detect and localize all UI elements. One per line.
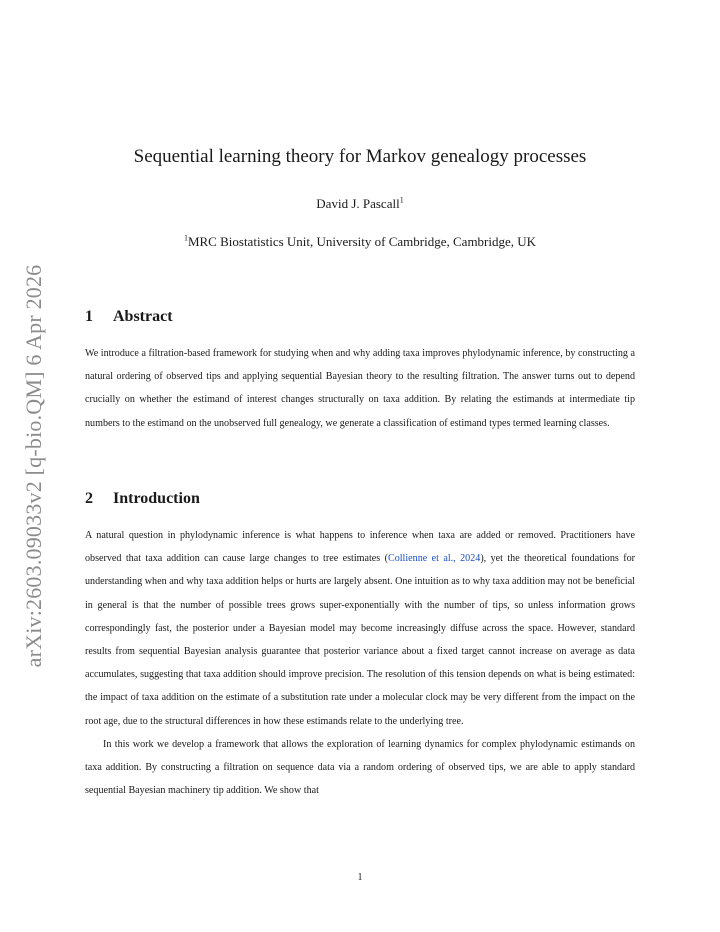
abstract-section-title: Abstract [113, 308, 173, 325]
abstract-section-number: 1 [85, 308, 93, 325]
introduction-heading [85, 490, 200, 508]
introduction-body [85, 524, 635, 802]
introduction-section-title: Introduction [113, 490, 200, 507]
abstract-heading [85, 308, 173, 326]
page-number: 1 [357, 872, 363, 883]
intro-text-after-citation: ), yet the theoretical foundations for understanding when and why taxa addition helps or hurts are largely absent. One intuition as to why taxa addition may not be beneficial in general is that the number of possible trees grows super-exponentially with the number of tips, so unless information grows correspondingly fast, the posterior under a Bayesian model may become increasingly diffuse across the space. However, standard results from sequential Bayesian analysis guarantee that posterior variance about a fixed target cannot increase on average as data accumulates, suggesting that taxa addition should improve precision. The resolution of this tension depends on what is being estimated: the impact of taxa addition on the estimate of a substitution rate under a molecular clock may be very different from the impact on the root age, due to the structural differences in how these estimands relate to the underlying tree. [85, 553, 636, 727]
affiliation-mark: 1 [183, 233, 188, 243]
intro-text-before-citation: A natural question in phylodynamic inference is what happens to inference when taxa are added or removed. Practitioners have observed that taxa addition can cause large changes to tree estimates ( [85, 530, 635, 565]
citation-link-authors[interactable]: Collienne et al., [387, 553, 456, 565]
arxiv-identifier: arXiv:2603.09033v2 [q-bio.QM] 6 Apr 2026 [21, 264, 46, 668]
citation-link-year[interactable]: 2024 [460, 553, 481, 565]
author-line [0, 196, 720, 212]
author-affiliation-mark: 1 [399, 195, 404, 205]
affiliation-text: MRC Biostatistics Unit, University of Cambridge, Cambridge, UK [187, 234, 537, 249]
abstract-paragraph: We introduce a filtration-based framework for studying when and why adding taxa improves phylodynamic inference, by constructing a natural ordering of observed tips and applying sequential Bayesian theory to the resulting filtration. The answer turns out to depend crucially on whether the estimand of interest changes structurally on taxa addition. By relating the estimands at intermediate tip numbers to the estimand on the unobserved full genealogy, we generate a classification of estimand types termed learning classes. [85, 348, 635, 429]
introduction-paragraph-2: In this work we develop a framework that allows the exploration of learning dynamics for complex phylodynamic estimands on taxa addition. By constructing a filtration on sequence data via a random ordering of observed tips, we are able to apply standard sequential Bayesian machinery tip addition. We show that [85, 738, 635, 797]
introduction-paragraph-1 [85, 524, 635, 733]
introduction-section-number: 2 [85, 490, 93, 507]
author-name: David J. Pascall [316, 196, 400, 211]
abstract-body [85, 342, 635, 435]
affiliation-line [0, 234, 720, 250]
paper-title: Sequential learning theory for Markov genealogy processes [133, 146, 587, 167]
